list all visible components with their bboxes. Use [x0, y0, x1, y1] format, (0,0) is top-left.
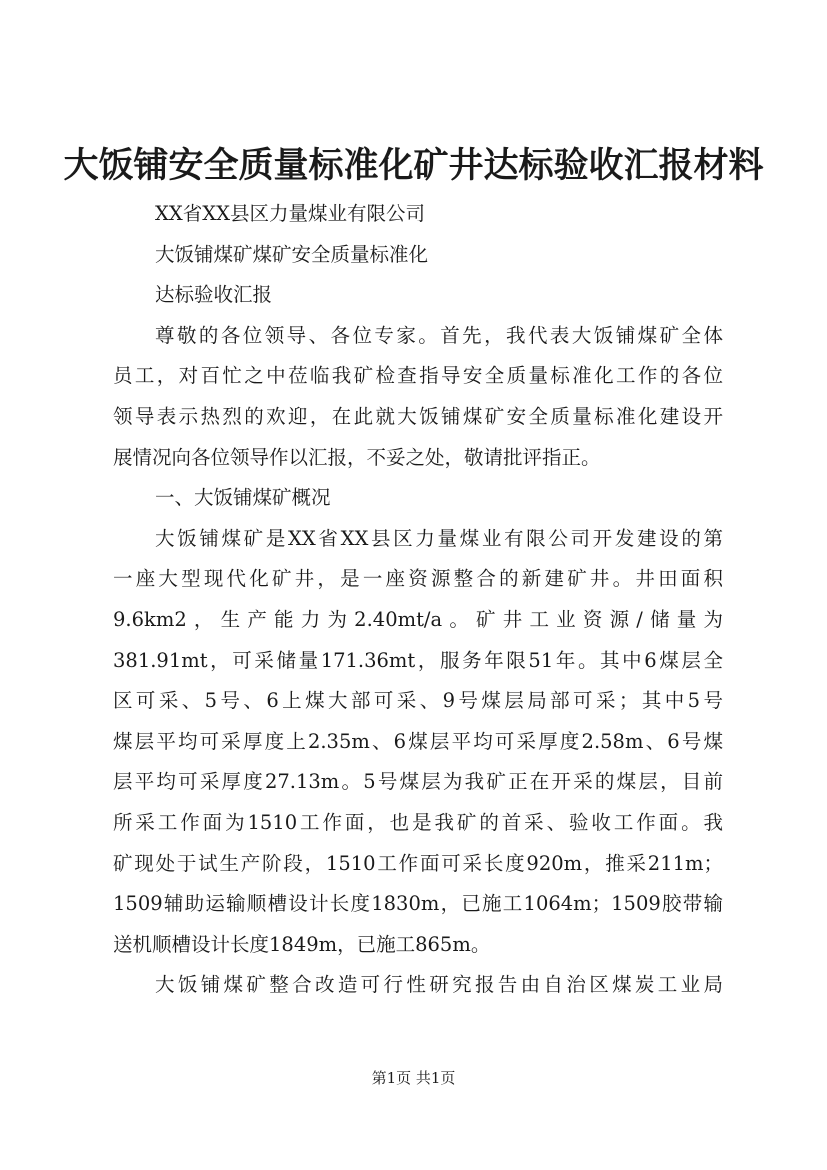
paragraph-line: 9.6km2，生产能力为2.40mt/a。矿井工业资源/储量为	[113, 607, 723, 631]
paragraph-line: 矿现处于试生产阶段，1510工作面可采长度920m，推采211m；	[113, 851, 723, 875]
paragraph-line: XX省XX县区力量煤业有限公司	[155, 202, 426, 225]
paragraph-line: 达标验收汇报	[155, 283, 273, 307]
paragraph-line: 尊敬的各位领导、各位专家。首先，我代表大饭铺煤矿全体	[155, 323, 723, 347]
paragraph-line: 层平均可采厚度27.13m。5号煤层为我矿正在开采的煤层，目前	[113, 770, 723, 794]
paragraph-line: 所采工作面为1510工作面，也是我矿的首采、验收工作面。我	[113, 810, 723, 834]
paragraph-line: 大饭铺煤矿煤矿安全质量标准化	[155, 242, 429, 266]
paragraph-line: 区可采、5号、6上煤大部可采、9号煤层局部可采；其中5号	[113, 689, 723, 713]
paragraph-line: 送机顺槽设计长度1849m，已施工865m。	[113, 932, 491, 956]
paragraph-line: 大饭铺煤矿整合改造可行性研究报告由自治区煤炭工业局	[155, 973, 723, 997]
page-footer: 第1页 共1页	[371, 1069, 456, 1087]
paragraph-line: 一座大型现代化矿井，是一座资源整合的新建矿井。井田面积	[113, 567, 723, 591]
paragraph-line: 1509辅助运输顺槽设计长度1830m，已施工1064m；1509胶带输	[113, 892, 723, 916]
document-title: 大饭铺安全质量标准化矿井达标验收汇报材料	[63, 145, 764, 186]
paragraph-line: 一、大饭铺煤矿概况	[155, 486, 331, 510]
paragraph-line: 员工，对百忙之中莅临我矿检查指导安全质量标准化工作的各位	[113, 364, 723, 388]
paragraph-line: 381.91mt，可采储量171.36mt，服务年限51年。其中6煤层全	[113, 648, 723, 672]
paragraph-line: 展情况向各位领导作以汇报，不妥之处，敬请批评指正。	[113, 445, 601, 469]
paragraph-line: 煤层平均可采厚度上2.35m、6煤层平均可采厚度2.58m、6号煤	[113, 729, 723, 753]
paragraph-line: 大饭铺煤矿是XX省XX县区力量煤业有限公司开发建设的第	[155, 526, 723, 550]
paragraph-line: 领导表示热烈的欢迎，在此就大饭铺煤矿安全质量标准化建设开	[113, 404, 723, 428]
document-body	[113, 194, 723, 1006]
